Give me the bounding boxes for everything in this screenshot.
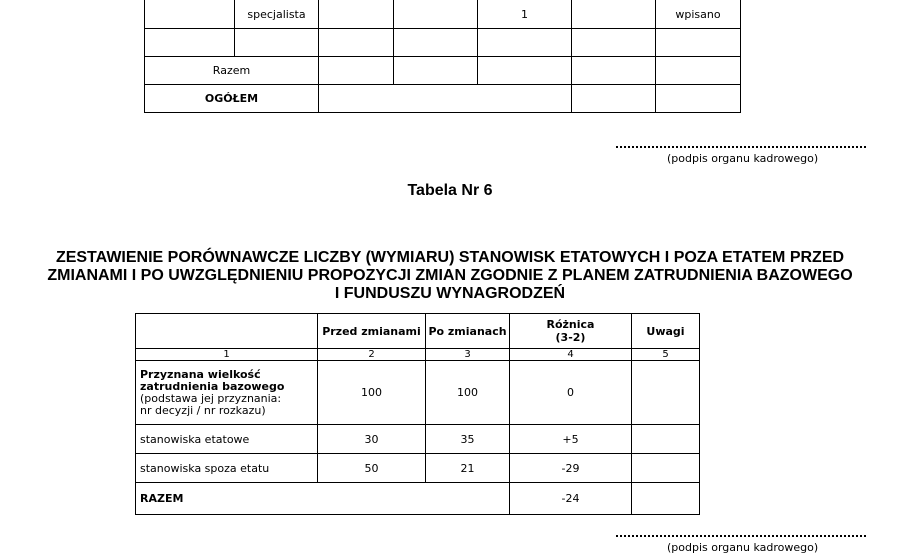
table-row	[145, 0, 741, 29]
table-number-heading: Tabela Nr 6	[407, 182, 493, 199]
label-line: (podstawa jej przyznania:	[140, 391, 282, 405]
value-before: 50	[318, 454, 426, 483]
value-before: 30	[318, 425, 426, 454]
table-row	[145, 57, 741, 85]
value-before: 100	[318, 361, 426, 425]
table-cell	[394, 0, 478, 29]
value-after: 21	[426, 454, 510, 483]
table-cell	[319, 57, 394, 85]
signature-caption: (podpis organu kadrowego)	[667, 541, 819, 554]
table-cell: wpisano	[656, 0, 741, 29]
table-cell	[572, 0, 656, 29]
column-number: 1	[136, 349, 318, 361]
base-employment-label	[136, 361, 318, 425]
column-number-row	[136, 349, 700, 361]
top-table	[144, 0, 741, 113]
table-cell: specjalista	[235, 0, 319, 29]
table-cell	[145, 0, 235, 29]
title-line: ZESTAWIENIE PORÓWNAWCZE LICZBY (WYMIARU) STANOWISK ETATOWYCH I POZA ETATEM PRZED	[55, 249, 845, 266]
header-difference-formula: (3-2)	[555, 331, 586, 344]
title-line: ZMIANAMI I PO UWZGLĘDNIENIU PROPOZYCJI ZMIAN ZGODNIE Z PLANEM ZATRUDNIENIA BAZOWEGO	[47, 267, 853, 284]
signature-line	[616, 146, 866, 148]
value-notes	[632, 454, 700, 483]
column-number: 5	[632, 349, 700, 361]
label-line: nr decyzji / nr rozkazu)	[140, 403, 266, 417]
table-cell	[572, 57, 656, 85]
table-row	[145, 29, 741, 57]
title-line: I FUNDUSZU WYNAGRODZEŃ	[334, 285, 566, 302]
column-number: 2	[318, 349, 426, 361]
table-cell	[235, 29, 319, 57]
table-cell	[572, 85, 656, 113]
table-row	[145, 85, 741, 113]
value-notes	[632, 361, 700, 425]
table-cell	[394, 57, 478, 85]
table-row	[136, 483, 700, 515]
column-number: 4	[510, 349, 632, 361]
table-cell	[656, 85, 741, 113]
value-notes	[632, 483, 700, 515]
header-difference	[510, 314, 632, 349]
value-difference: -29	[510, 454, 632, 483]
table-cell	[656, 29, 741, 57]
table-cell	[478, 57, 572, 85]
staff-positions-label: stanowiska etatowe	[136, 425, 318, 454]
table-cell	[145, 29, 235, 57]
ogolem-label: OGÓŁEM	[145, 85, 319, 113]
table-row	[136, 425, 700, 454]
table-cell	[319, 29, 394, 57]
label-bold-line: Przyznana wielkość	[140, 367, 261, 381]
razem-label: Razem	[145, 57, 319, 85]
signature-caption: (podpis organu kadrowego)	[667, 152, 819, 165]
signature-line	[616, 535, 866, 537]
value-notes	[632, 425, 700, 454]
table-cell	[319, 0, 394, 29]
value-after: 100	[426, 361, 510, 425]
table-cell	[394, 29, 478, 57]
table-row	[136, 361, 700, 425]
value-difference: +5	[510, 425, 632, 454]
table-cell	[656, 57, 741, 85]
comparison-table	[135, 313, 700, 515]
header-before: Przed zmianami	[318, 314, 426, 349]
table-cell	[319, 85, 572, 113]
value-difference: 0	[510, 361, 632, 425]
value-difference: -24	[510, 483, 632, 515]
non-staff-positions-label: stanowiska spoza etatu	[136, 454, 318, 483]
table-row	[136, 454, 700, 483]
value-after: 35	[426, 425, 510, 454]
header-cell-empty	[136, 314, 318, 349]
page-title	[30, 249, 870, 303]
header-difference-line: Różnica	[546, 318, 595, 331]
table-cell	[478, 29, 572, 57]
label-bold-line: zatrudnienia bazowego	[140, 379, 285, 393]
header-notes: Uwagi	[632, 314, 700, 349]
column-number: 3	[426, 349, 510, 361]
total-label: RAZEM	[136, 483, 510, 515]
header-row	[136, 314, 700, 349]
table-cell	[572, 29, 656, 57]
header-after: Po zmianach	[426, 314, 510, 349]
table-cell: 1	[478, 0, 572, 29]
